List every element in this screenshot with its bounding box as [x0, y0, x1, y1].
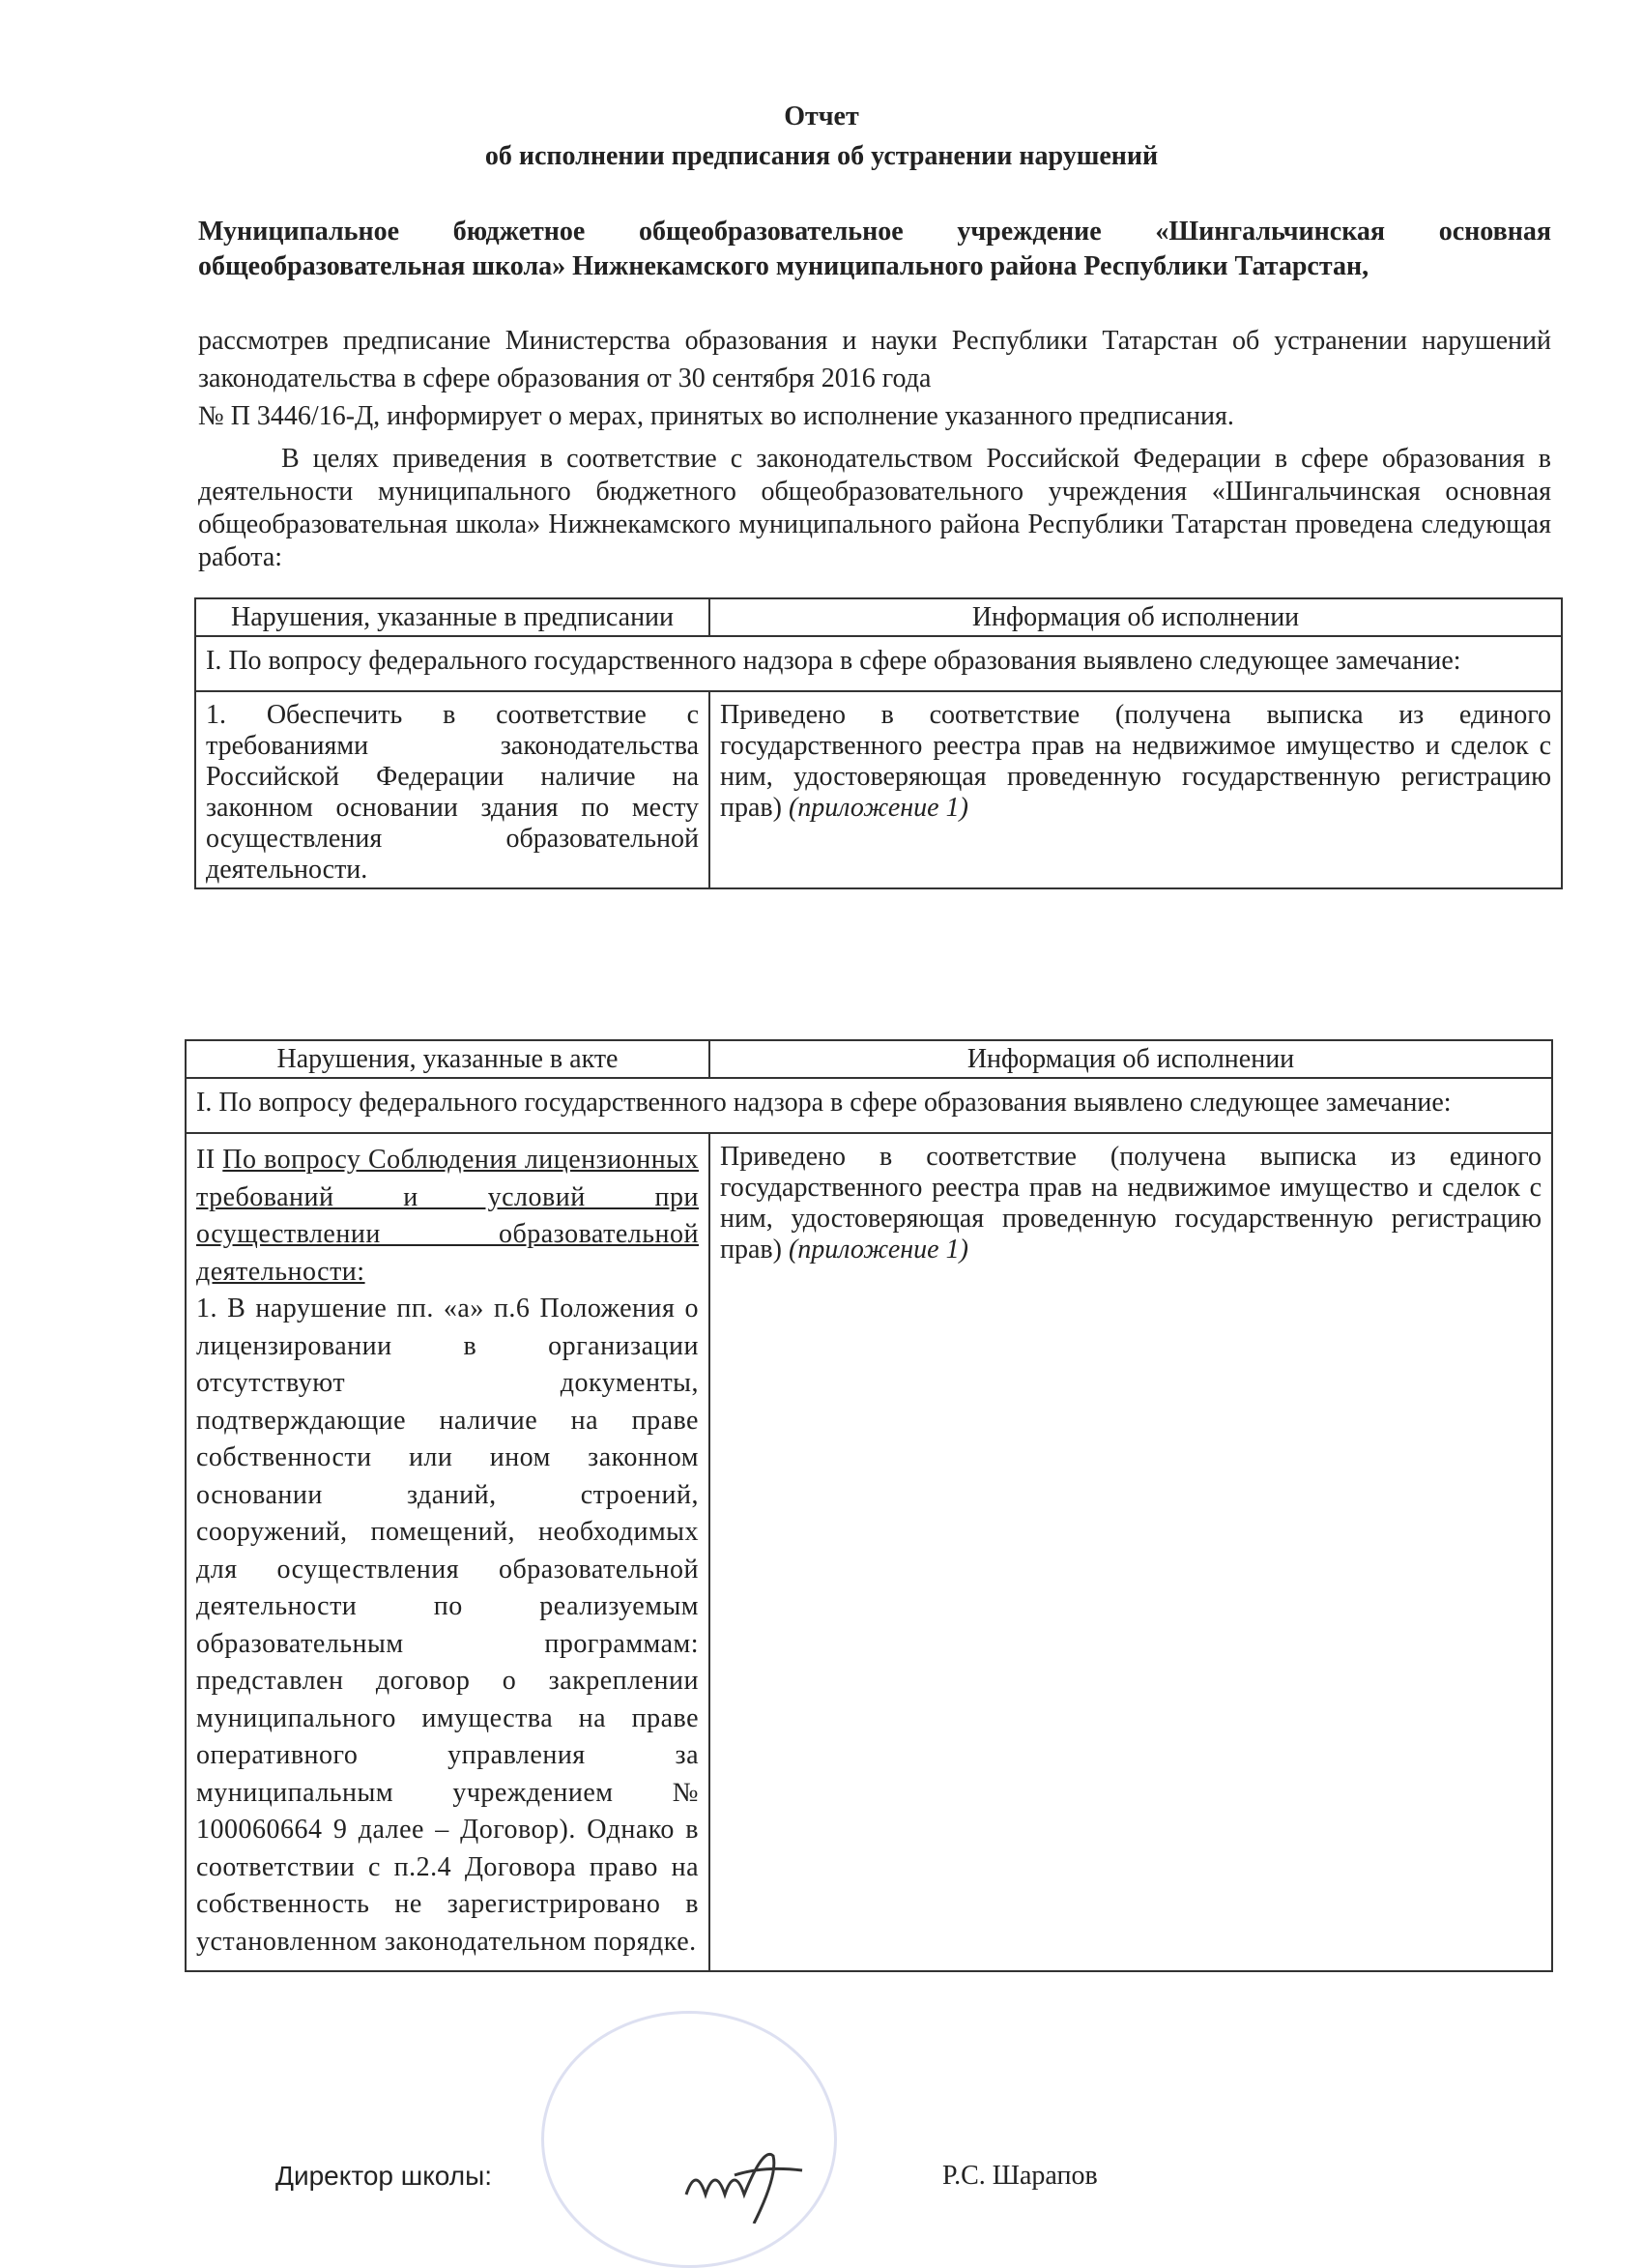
- organization-name: Муниципальное бюджетное общеобразовательное учреждение «Шингальчинская основная общеобразовательная школа» Нижнекамского муниципального района Республики Татарстан,: [198, 217, 1551, 281]
- table-prescription: [194, 597, 1563, 889]
- section-row: [186, 1078, 1552, 1133]
- violation-heading: По вопросу Соблюдения лицензионных требований и условий при осуществлении образовательной деятельности:: [196, 1145, 700, 1287]
- document-subtitle: об исполнении предписания об устранении нарушений: [484, 141, 1159, 171]
- signature-mark: [677, 2137, 812, 2224]
- section-row: [195, 636, 1562, 691]
- info-text: Приведено в соответствие (получена выписка из единого государственного реестра прав на недвижимое имущество и сделок с ним, удостоверяющая проведенную государственную регистрацию прав): [720, 1142, 1542, 1265]
- column-header-info: Информация об исполнении: [709, 1040, 1552, 1078]
- info-text: Приведено в соответствие (получена выписка из единого государственного реестра прав на недвижимое имущество и сделок с ним, удостоверяющая проведенную государственную регистрацию прав): [720, 700, 1551, 823]
- table-header: [195, 598, 1562, 636]
- section-title: I. По вопросу федерального государственного надзора в сфере образования выявлено следующее замечание:: [186, 1078, 1552, 1133]
- section-title: I. По вопросу федерального государственного надзора в сфере образования выявлено следующее замечание:: [195, 636, 1562, 691]
- violation-cell: 1. Обеспечить в соответствие с требованиями законодательства Российской Федерации наличие на законном основании здания по месту осуществления образовательной деятельности.: [195, 691, 709, 888]
- document-title: Отчет: [784, 102, 859, 131]
- info-cell: [709, 691, 1562, 888]
- column-header-violations: Нарушения, указанные в акте: [186, 1040, 709, 1078]
- appendix-ref: (приложение 1): [788, 793, 968, 823]
- violation-text: 1. В нарушение пп. «а» п.6 Положения о лицензировании в организации отсутствуют документы, подтверждающие наличие на праве собственности или ином законном основании зданий, строений, сооружений, помещений, необходимых для осуществления образовательной деятельности по реализуемым образовательным программам: представлен договор о закреплении муниципального имущества на праве оперативного управления за муниципальным учреждением № 100060664 9 далее – Договор). Однако в соответствии с п.2.4 Договора право на собственность не зарегистрировано в установленном законодательном порядке.: [196, 1294, 699, 1957]
- violation-prefix: II: [196, 1145, 216, 1175]
- table-row: [195, 691, 1562, 888]
- body-text: В целях приведения в соответствие с законодательством Российской Федерации в сфере образования в деятельности муниципального бюджетного общеобразовательного учреждения «Шингальчинская основная общеобразовательная школа» Нижнекамского муниципального района Республики Татарстан проведена следующая работа:: [198, 444, 1551, 572]
- intro-text: рассмотрев предписание Министерства образования и науки Республики Татарстан об устранении нарушений законодательства в сфере образования от 30 сентября 2016 года: [198, 326, 1551, 393]
- appendix-ref: (приложение 1): [788, 1235, 968, 1265]
- signatory-name: Р.С. Шарапов: [942, 2161, 1098, 2191]
- signature-label: Директор школы:: [275, 2161, 492, 2191]
- violation-cell: [186, 1133, 709, 1971]
- info-cell: [709, 1133, 1552, 1971]
- table-row: [186, 1133, 1552, 1971]
- column-header-info: Информация об исполнении: [709, 598, 1562, 636]
- column-header-violations: Нарушения, указанные в предписании: [195, 598, 709, 636]
- intro-text-2: № П 3446/16-Д, информирует о мерах, принятых во исполнение указанного предписания.: [198, 401, 1234, 431]
- table-header: [186, 1040, 1552, 1078]
- table-act: [185, 1039, 1553, 1972]
